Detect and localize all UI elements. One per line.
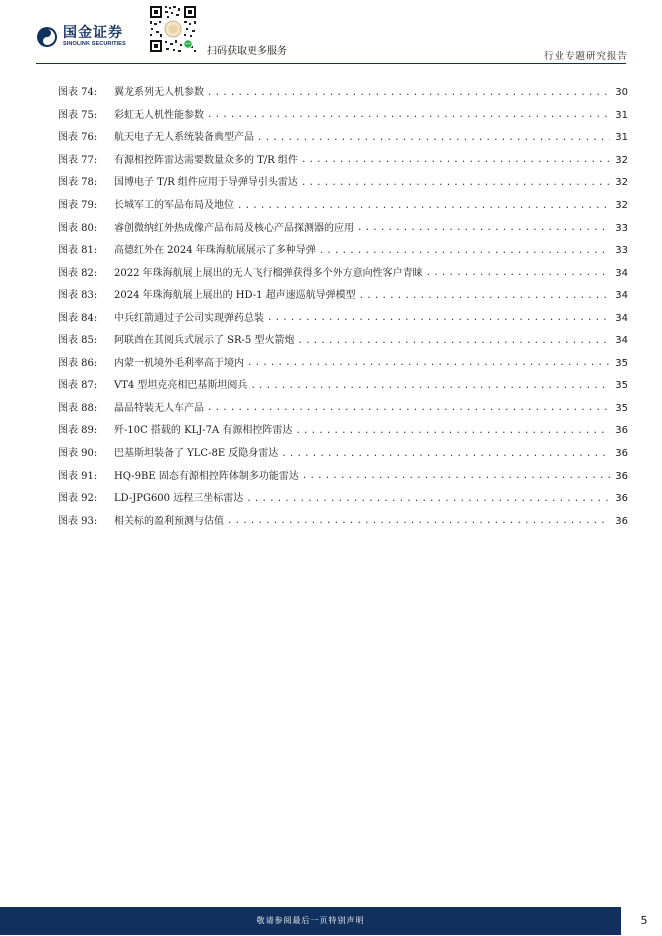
- toc-dot-leader: [301, 156, 610, 165]
- toc-figure-title: HQ-9BE 固态有源相控阵体制多功能雷达: [114, 470, 299, 482]
- toc-page-number: 31: [615, 109, 628, 121]
- page-header: [0, 0, 662, 66]
- disclaimer-text: 敬请参阅最后一页特别声明: [256, 916, 365, 925]
- toc-dot-leader: [227, 517, 610, 526]
- toc-dot-leader: [426, 269, 610, 278]
- toc-entry[interactable]: [58, 307, 628, 330]
- toc-figure-number: 图表 83:: [58, 290, 98, 302]
- toc-page-number: 32: [615, 200, 628, 211]
- header-divider: [36, 63, 626, 64]
- toc-figure-number: 图表 91:: [58, 470, 98, 482]
- toc-dot-leader: [297, 337, 610, 346]
- toc-dot-leader: [281, 450, 610, 459]
- toc-figure-number: 图表 90:: [58, 448, 98, 460]
- toc-dot-leader: [301, 179, 610, 188]
- toc-dot-leader: [302, 472, 610, 481]
- logo-name-cn: 国金证券: [63, 25, 123, 42]
- page-footer: [0, 905, 662, 936]
- toc-entry[interactable]: [58, 510, 628, 533]
- toc-page-number: 36: [615, 448, 628, 460]
- toc-entry[interactable]: [58, 105, 628, 128]
- toc-dot-leader: [247, 359, 610, 368]
- toc-dot-leader: [207, 404, 610, 413]
- toc-page-number: 30: [615, 87, 628, 99]
- toc-page-number: 36: [615, 515, 628, 527]
- qr-code-icon[interactable]: [148, 4, 198, 54]
- toc-figure-title: 中兵红箭通过子公司实现弹药总装: [114, 312, 264, 324]
- toc-entry[interactable]: [58, 285, 628, 308]
- toc-figure-title: VT4 型坦克亮相巴基斯坦阅兵: [114, 380, 248, 392]
- toc-figure-title: 晶品特装无人车产品: [114, 402, 204, 414]
- toc-dot-leader: [250, 382, 610, 391]
- toc-figure-title: 睿创微纳红外热成像产品布局及核心产品探测器的应用: [114, 222, 354, 234]
- toc-figure-number: 图表 79:: [58, 200, 98, 211]
- toc-figure-number: 图表 85:: [58, 335, 98, 347]
- toc-figure-number: 图表 80:: [58, 222, 98, 234]
- toc-dot-leader: [207, 89, 610, 98]
- toc-entry[interactable]: [58, 127, 628, 150]
- toc-figure-number: 图表 81:: [58, 245, 98, 257]
- toc-page-number: 36: [615, 425, 628, 437]
- toc-entry[interactable]: [58, 488, 628, 511]
- toc-dot-leader: [357, 224, 610, 233]
- toc-figure-number: 图表 76:: [58, 132, 98, 144]
- footer-banner: [0, 907, 621, 935]
- toc-entry[interactable]: [58, 150, 628, 173]
- toc-entry[interactable]: [58, 398, 628, 421]
- toc-page-number: 34: [615, 267, 628, 279]
- toc-page-number: 35: [615, 402, 628, 414]
- toc-figure-title: 歼-10C 搭载的 KLJ-7A 有源相控阵雷达: [114, 425, 293, 437]
- toc-dot-leader: [237, 202, 610, 211]
- toc-figure-title: 2024 年珠海航展上展出的 HD-1 超声速巡航导弹模型: [114, 290, 356, 302]
- sinolink-logo-icon: [36, 26, 58, 48]
- toc-figure-title: 国博电子 T/R 组件应用于导弹导引头雷达: [114, 177, 298, 189]
- toc-figure-number: 图表 74:: [58, 87, 98, 99]
- toc-page-number: 32: [615, 154, 628, 166]
- toc-figure-number: 图表 92:: [58, 493, 98, 505]
- toc-dot-leader: [359, 292, 610, 301]
- toc-figure-title: 彩虹无人机性能参数: [114, 109, 204, 121]
- toc-entry[interactable]: [58, 195, 628, 218]
- toc-dot-leader: [267, 314, 610, 323]
- toc-figure-title: 长城军工的军品布局及地位: [114, 200, 234, 211]
- toc-page-number: 35: [615, 357, 628, 369]
- toc-entry[interactable]: [58, 443, 628, 466]
- toc-figure-number: 图表 86:: [58, 357, 98, 369]
- report-type: 行业专题研究报告: [543, 51, 628, 62]
- toc-page-number: 35: [615, 380, 628, 392]
- toc-entry[interactable]: [58, 353, 628, 376]
- page-number: 5: [640, 914, 648, 927]
- toc-figure-number: 图表 82:: [58, 267, 98, 279]
- company-logo: [36, 26, 126, 48]
- scan-qr-label: 扫码获取更多服务: [207, 46, 287, 57]
- toc-figure-title: 有源相控阵雷达需要数量众多的 T/R 组件: [114, 154, 298, 166]
- toc-dot-leader: [246, 495, 610, 504]
- toc-figure-title: 相关标的盈利预测与估值: [114, 515, 224, 527]
- toc-dot-leader: [319, 247, 610, 256]
- toc-entry[interactable]: [58, 330, 628, 353]
- toc-entry[interactable]: [58, 375, 628, 398]
- toc-figure-title: 翼龙系列无人机参数: [114, 87, 204, 99]
- toc-page-number: 33: [615, 222, 628, 234]
- toc-figure-title: 2022 年珠海航展上展出的无人飞行榴弹获得多个外方意向性客户青睐: [114, 267, 423, 279]
- toc-figure-title: 高德红外在 2024 年珠海航展展示了多种导弹: [114, 245, 316, 257]
- logo-name-en: SINOLINK SECURITIES: [63, 41, 126, 48]
- toc-figure-title: LD-JPG600 远程三坐标雷达: [114, 493, 244, 505]
- figure-index-list: [58, 82, 628, 533]
- toc-page-number: 36: [615, 493, 628, 505]
- toc-entry[interactable]: [58, 240, 628, 263]
- toc-dot-leader: [257, 134, 610, 143]
- toc-entry[interactable]: [58, 262, 628, 285]
- toc-page-number: 34: [615, 335, 628, 347]
- toc-figure-number: 图表 87:: [58, 380, 98, 392]
- toc-figure-number: 图表 93:: [58, 515, 98, 527]
- toc-entry[interactable]: [58, 465, 628, 488]
- toc-entry[interactable]: [58, 420, 628, 443]
- toc-figure-number: 图表 89:: [58, 425, 98, 437]
- toc-dot-leader: [207, 111, 610, 120]
- toc-figure-number: 图表 84:: [58, 312, 98, 324]
- toc-dot-leader: [295, 427, 610, 436]
- toc-figure-number: 图表 78:: [58, 177, 98, 189]
- toc-entry[interactable]: [58, 172, 628, 195]
- toc-page-number: 31: [615, 132, 628, 144]
- toc-figure-number: 图表 75:: [58, 109, 98, 121]
- toc-entry[interactable]: [58, 82, 628, 105]
- toc-page-number: 33: [615, 245, 628, 257]
- toc-figure-title: 航天电子无人系统装备典型产品: [114, 132, 254, 144]
- toc-page-number: 34: [615, 290, 628, 302]
- toc-figure-number: 图表 77:: [58, 154, 98, 166]
- toc-entry[interactable]: [58, 217, 628, 240]
- toc-figure-title: 巴基斯坦装备了 YLC-8E 反隐身雷达: [114, 448, 279, 460]
- toc-page-number: 32: [615, 177, 628, 189]
- toc-page-number: 36: [615, 470, 628, 482]
- toc-figure-number: 图表 88:: [58, 402, 98, 414]
- toc-figure-title: 内蒙一机境外毛利率高于境内: [114, 357, 244, 369]
- toc-page-number: 34: [615, 312, 628, 324]
- toc-figure-title: 阿联酋在其阅兵式展示了 SR-5 型火箭炮: [114, 335, 295, 347]
